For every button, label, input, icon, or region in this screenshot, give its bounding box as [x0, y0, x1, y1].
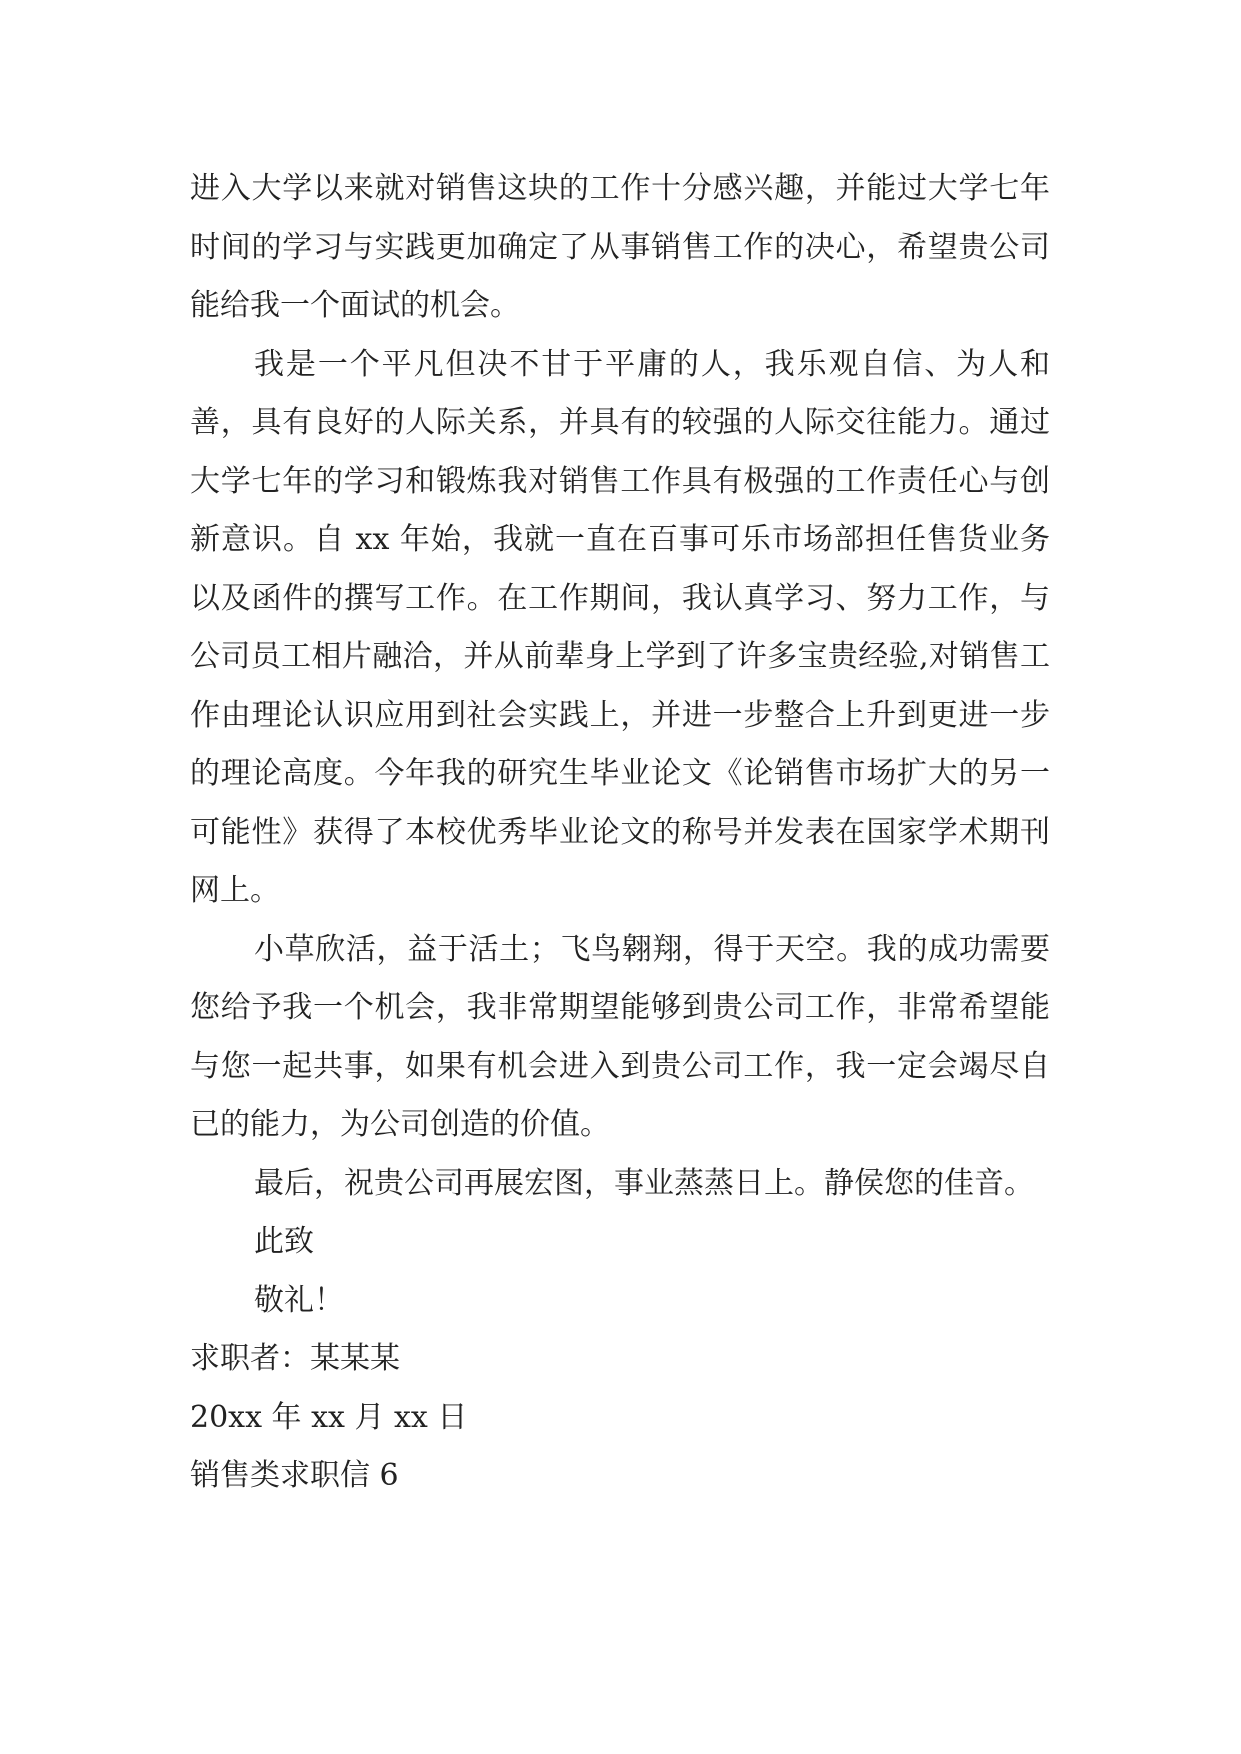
paragraph-intro: 进入大学以来就对销售这块的工作十分感兴趣，并能过大学七年时间的学习与实践更加确定了从事销售工作的决心，希望贵公司能给我一个面试的机会。 [190, 171, 1050, 323]
date-line: 20xx 年 xx 月 xx 日 [190, 1399, 468, 1435]
salutation-line: 敬礼！ [254, 1282, 344, 1318]
letter-body [190, 160, 1050, 1506]
closing-line: 此致 [254, 1224, 314, 1259]
paragraph-self-description: 我是一个平凡但决不甘于平庸的人，我乐观自信、为人和善，具有良好的人际关系，并具有的较强的人际交往能力。通过大学七年的学习和锻炼我对销售工作具有极强的工作责任心与创新意识。自 xx 年始，我就一直在百事可乐市场部担任售货业务以及函件的撰写工作。在工作期间，我认真学习、努力工作，与公司员工相片融洽，并从前辈身上学到了许多宝贵经验,对销售工作由理论认识应用到社会实践上，并进一步整合上升到更进一步的理论高度。今年我的研究生毕业论文《论销售市场扩大的另一可能性》获得了本校优秀毕业论文的称号并发表在国家学术期刊网上。 [190, 346, 1050, 908]
signature-line: 求职者：某某某 [190, 1341, 400, 1376]
paragraph-wishes: 最后，祝贵公司再展宏图，事业蒸蒸日上。静侯您的佳音。 [254, 1165, 1034, 1201]
next-letter-title: 销售类求职信 6 [190, 1458, 399, 1493]
paragraph-request: 小草欣活，益于活土；飞鸟翱翔，得于天空。我的成功需要您给予我一个机会，我非常期望能够到贵公司工作，非常希望能与您一起共事，如果有机会进入到贵公司工作，我一定会竭尽自已的能力，为公司创造的价值。 [190, 931, 1050, 1142]
